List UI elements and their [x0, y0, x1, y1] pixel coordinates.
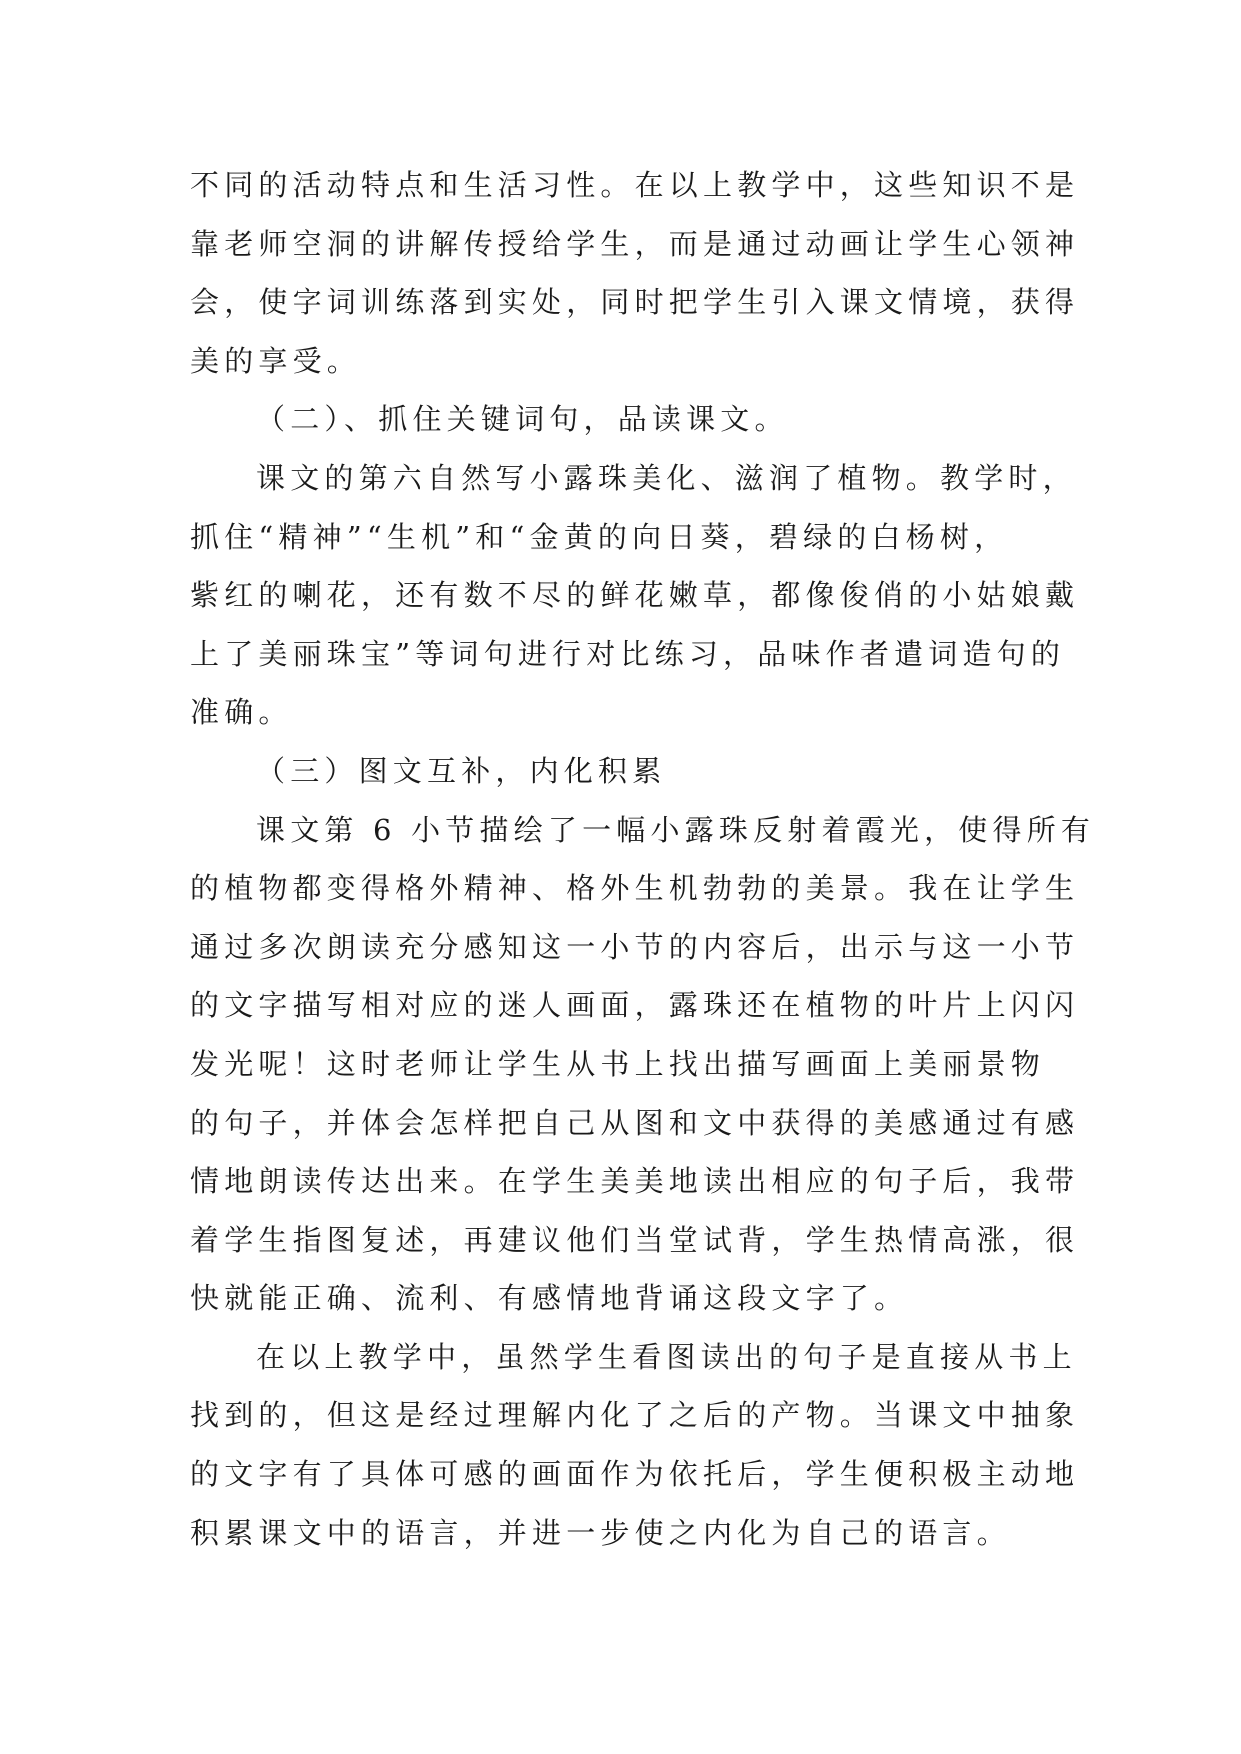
text-line: 紫红的喇花，还有数不尽的鲜花嫩草，都像俊俏的小姑娘戴 [190, 578, 1080, 613]
text-line: 课文第 6 小节描绘了一幅小露珠反射着霞光，使得所有 [256, 812, 1096, 847]
text-line: 找到的，但这是经过理解内化了之后的产物。当课文中抽象 [190, 1398, 1080, 1433]
text-line: 不同的活动特点和生活习性。在以上教学中，这些知识不是 [190, 168, 1080, 202]
text-line: 情地朗读传达出来。在学生美美地读出相应的句子后，我带 [190, 1164, 1080, 1199]
text-line: 的句子，并体会怎样把自己从图和文中获得的美感通过有感 [190, 1105, 1080, 1140]
text-line: 积累课文中的语言，并进一步使之内化为自己的语言。 [190, 1515, 1011, 1550]
document-body [190, 156, 1096, 1562]
text-line: 靠老师空洞的讲解传授给学生，而是通过动画让学生心领神 [190, 226, 1080, 261]
text-line: （三）图文互补，内化积累 [256, 753, 667, 788]
text-line: 准确。 [190, 695, 293, 730]
text-line: 通过多次朗读充分感知这一小节的内容后，出示与这一小节 [190, 929, 1080, 964]
text-line: 抓住“精神”“生机”和“金黄的向日葵，碧绿的白杨树， [190, 519, 1009, 554]
text-line: 快就能正确、流利、有感情地背诵这段文字了。 [190, 1281, 909, 1316]
text-line: 会，使字词训练落到实处，同时把学生引入课文情境，获得 [190, 285, 1080, 320]
text-line: 着学生指图复述，再建议他们当堂试背，学生热情高涨，很 [190, 1222, 1080, 1257]
text-line: 的文字描写相对应的迷人画面，露珠还在植物的叶片上闪闪 [190, 988, 1080, 1023]
text-line: 在以上教学中，虽然学生看图读出的句子是直接从书上 [256, 1339, 1077, 1374]
text-line: 上了美丽珠宝”等词句进行对比练习，品味作者遣词造句的 [190, 636, 1066, 671]
text-line: 课文的第六自然写小露珠美化、滋润了植物。教学时， [256, 460, 1077, 495]
text-line: 美的享受。 [190, 343, 362, 378]
text-line: 发光呢！这时老师让学生从书上找出描写画面上美丽景物 [190, 1046, 1046, 1081]
text-line: 的文字有了具体可感的画面作为依托后，学生便积极主动地 [190, 1457, 1080, 1492]
text-line: （二）、抓住关键词句，品读课文。 [256, 402, 789, 437]
text-line: 的植物都变得格外精神、格外生机勃勃的美景。我在让学生 [190, 871, 1080, 906]
